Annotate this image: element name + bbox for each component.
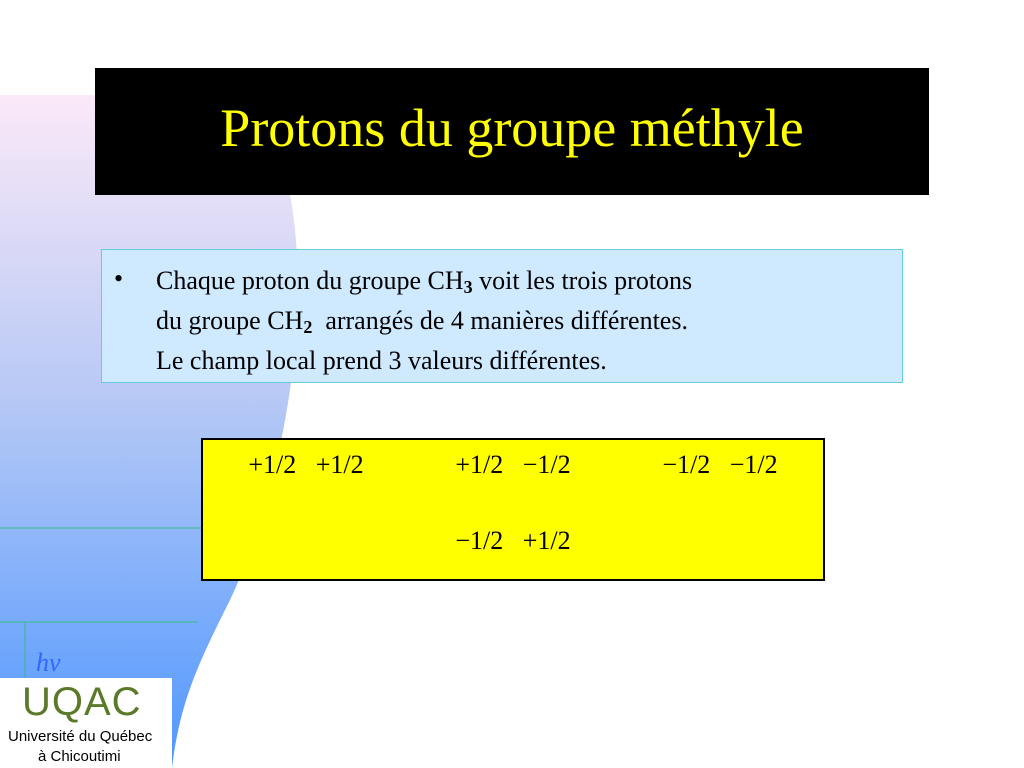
bullet-line-3: Le champ local prend 3 valeurs différentes. xyxy=(156,346,607,375)
slide-title: Protons du groupe méthyle xyxy=(220,98,804,158)
spin-column-1 xyxy=(203,440,409,579)
logo-line-2: à Chicoutimi xyxy=(38,748,121,765)
bullet-line-1 xyxy=(156,261,896,301)
logo-wordmark: UQAC xyxy=(22,680,142,724)
subscript-2: 2 xyxy=(303,317,313,337)
h-nu-symbol: hν xyxy=(36,648,61,677)
spin-cell: −1/2 −1/2 xyxy=(662,450,778,479)
bullet-box xyxy=(101,249,903,383)
bullet-line-1-text-end: voit les trois protons xyxy=(472,266,693,295)
spin-cell: −1/2 +1/2 xyxy=(455,526,571,555)
bullet-line-1-text: Chaque proton du groupe CH xyxy=(156,266,464,295)
spin-cell: +1/2 +1/2 xyxy=(248,450,364,479)
bullet-line-2-text-end: arrangés de 4 manières différentes. xyxy=(312,306,688,335)
uqac-logo xyxy=(0,678,172,768)
bullet-line-2 xyxy=(156,301,896,341)
bullet-text xyxy=(156,261,896,381)
spin-column-2 xyxy=(409,440,617,579)
subscript-3: 3 xyxy=(463,277,473,297)
logo-line-1: Université du Québec xyxy=(8,728,153,745)
slide-title-box xyxy=(95,68,929,195)
spin-table xyxy=(201,438,825,581)
spin-cell: +1/2 −1/2 xyxy=(455,450,571,479)
bullet-symbol: • xyxy=(114,264,124,293)
bullet-line-2-text: du groupe CH xyxy=(156,306,304,335)
spin-column-3 xyxy=(617,440,823,579)
